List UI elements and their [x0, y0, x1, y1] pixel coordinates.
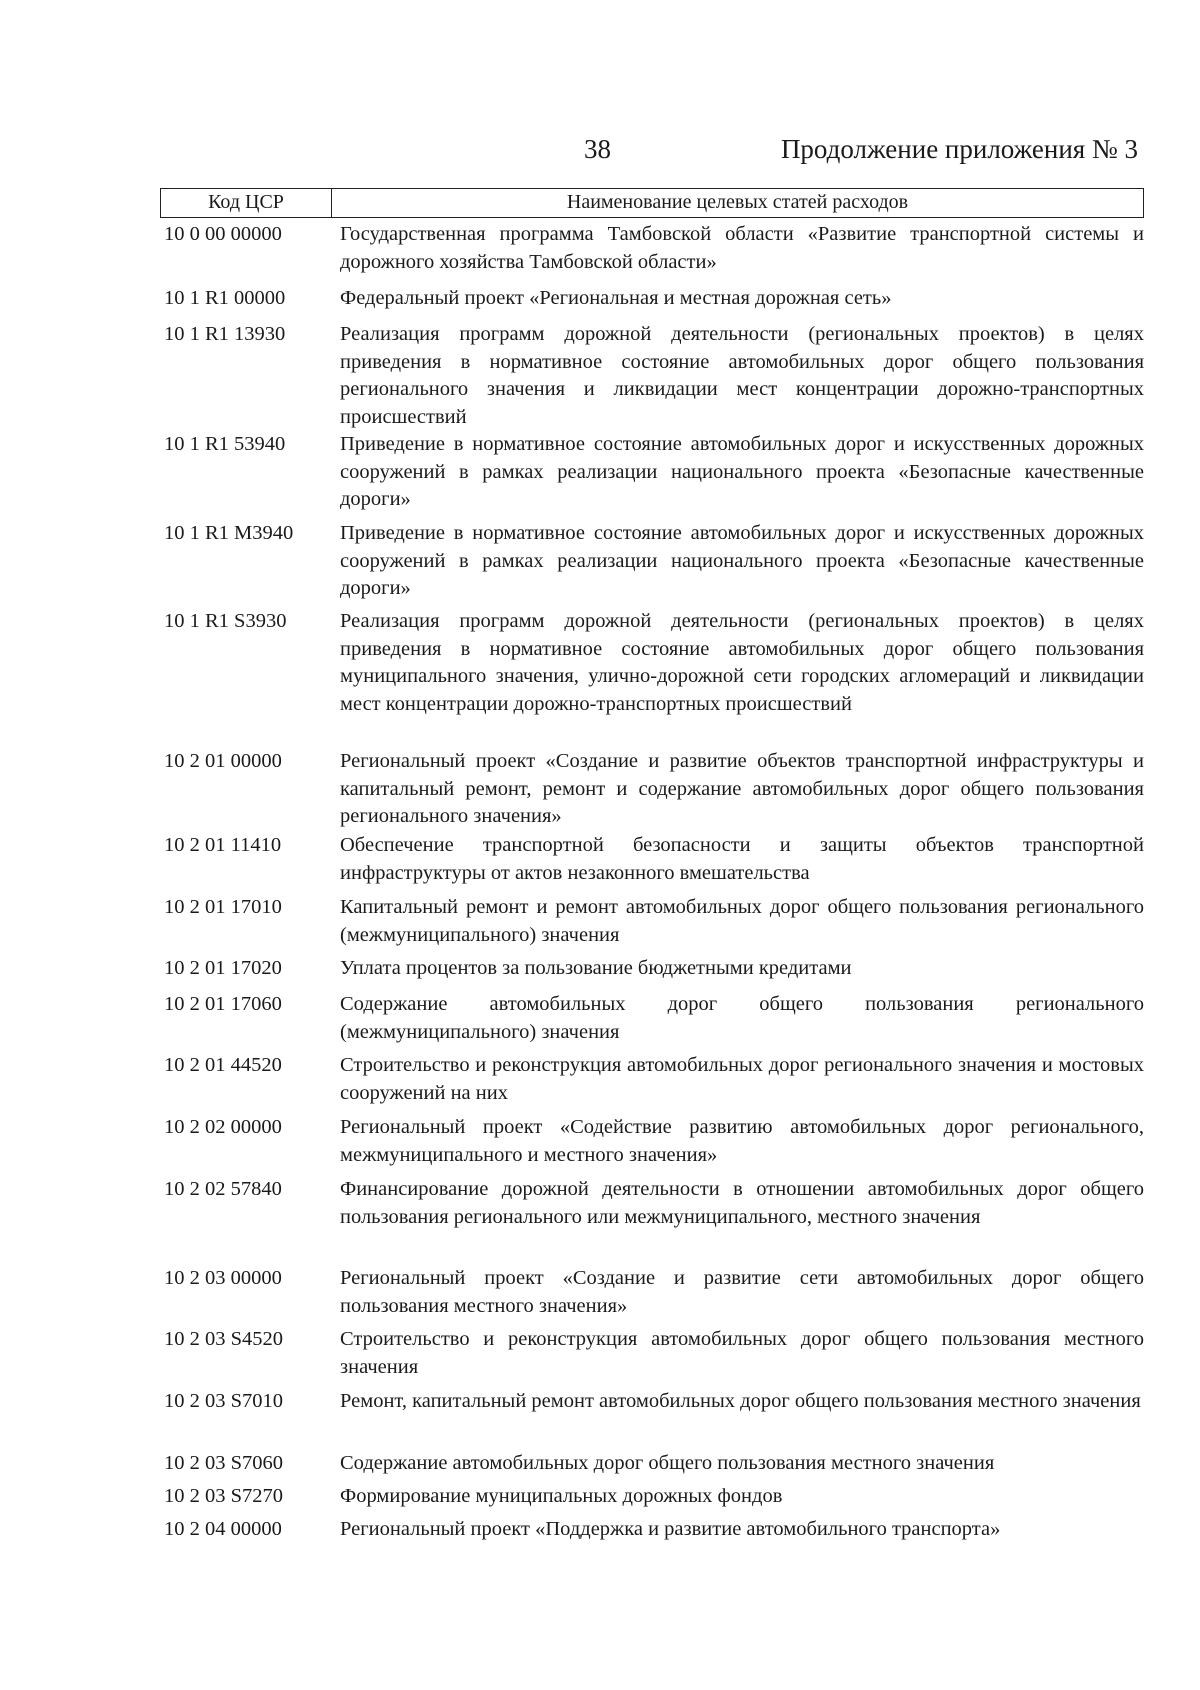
- row-code: 10 1 R1 13930: [164, 323, 286, 345]
- row-code: 10 2 01 00000: [164, 750, 282, 772]
- row-name: Уплата процентов за пользование бюджетными кредитами: [340, 957, 852, 979]
- row-name: Региональный проект «Создание и развитие сети автомобильных дорог общего пользования местного значения»: [340, 1267, 1144, 1317]
- table-row: [160, 431, 1144, 514]
- table-body: [160, 218, 1144, 1593]
- table-row: [160, 1052, 1144, 1107]
- row-code: 10 2 02 57840: [164, 1178, 282, 1200]
- row-code: 10 1 R1 53940: [164, 433, 286, 455]
- table-row: [160, 221, 1144, 276]
- table-row: [160, 1176, 1144, 1231]
- table-row: [160, 1388, 1144, 1416]
- row-name: Государственная программа Тамбовской области «Развитие транспортной системы и дорожного хозяйства Тамбовской области»: [340, 223, 1144, 273]
- column-header-name: Наименование целевых статей расходов: [566, 191, 909, 213]
- row-code: 10 2 01 17060: [164, 993, 282, 1015]
- table-row: [160, 894, 1144, 949]
- table-row: [160, 1265, 1144, 1320]
- table-row: [160, 1483, 1144, 1511]
- row-name: Формирование муниципальных дорожных фондов: [340, 1485, 783, 1507]
- row-name: Реализация программ дорожной деятельности (региональных проектов) в целях приведения в нормативное состояние автомобильных дорог общего пользования муниципального значения, улично-дорожной сети городских агломераций и ликвидации мест концентрации дорожно-транспортных происшествий: [340, 610, 1144, 715]
- row-name: Региональный проект «Содействие развитию автомобильных дорог регионального, межмуниципального и местного значения»: [340, 1116, 1144, 1166]
- table-row: [160, 991, 1144, 1046]
- table-row: [160, 1326, 1144, 1381]
- row-code: 10 2 02 00000: [164, 1116, 282, 1138]
- row-code: 10 2 01 11410: [164, 834, 282, 856]
- row-name: Федеральный проект «Региональная и местная дорожная сеть»: [340, 287, 892, 309]
- page-header: [0, 134, 1200, 174]
- row-code: 10 2 03 00000: [164, 1267, 282, 1289]
- table-row: [160, 748, 1144, 831]
- row-name: Ремонт, капитальный ремонт автомобильных дорог общего пользования местного значения: [340, 1390, 1141, 1412]
- table-row: [160, 520, 1144, 603]
- row-name: Содержание автомобильных дорог общего пользования местного значения: [340, 1452, 995, 1474]
- row-code: 10 0 00 00000: [164, 223, 282, 245]
- row-code: 10 2 04 00000: [164, 1518, 282, 1540]
- row-name: Региональный проект «Создание и развитие объектов транспортной инфраструктуры и капитальный ремонт, ремонт и содержание автомобильных дорог общего пользования регионального значения»: [340, 750, 1144, 827]
- table-header: [160, 188, 1144, 218]
- row-name: Финансирование дорожной деятельности в отношении автомобильных дорог общего пользования регионального или межмуниципального, местного значения: [340, 1178, 1144, 1228]
- table-row: [160, 832, 1144, 887]
- table-row: [160, 955, 1144, 983]
- page-number: 38: [584, 134, 611, 164]
- table-row: [160, 1516, 1144, 1544]
- row-code: 10 1 R1 00000: [164, 287, 286, 309]
- row-code: 10 2 01 17020: [164, 957, 282, 979]
- page-caption: Продолжение приложения № 3: [780, 134, 1138, 164]
- row-name: Реализация программ дорожной деятельности (региональных проектов) в целях приведения в нормативное состояние автомобильных дорог общего пользования регионального значения и ликвидации мест концентрации дорожно-транспортных происшествий: [340, 323, 1144, 428]
- expense-items-table: [160, 188, 1144, 1593]
- table-row: [160, 1114, 1144, 1169]
- row-code: 10 1 R1 M3940: [164, 522, 294, 544]
- row-name: Приведение в нормативное состояние автомобильных дорог и искусственных дорожных сооружений в рамках реализации национального проекта «Безопасные качественные дороги»: [340, 433, 1144, 510]
- row-name: Капитальный ремонт и ремонт автомобильных дорог общего пользования регионального (межмуниципального) значения: [340, 896, 1144, 946]
- table-row: [160, 321, 1144, 431]
- row-name: Региональный проект «Поддержка и развитие автомобильного транспорта»: [340, 1518, 1001, 1540]
- row-name: Строительство и реконструкция автомобильных дорог регионального значения и мостовых сооружений на них: [340, 1054, 1144, 1104]
- table-row: [160, 285, 1144, 313]
- row-code: 10 1 R1 S3930: [164, 610, 287, 632]
- row-code: 10 2 03 S7060: [164, 1452, 284, 1474]
- row-code: 10 2 03 S7010: [164, 1390, 284, 1412]
- row-code: 10 2 03 S4520: [164, 1328, 284, 1350]
- table-row: [160, 1450, 1144, 1478]
- row-code: 10 2 01 44520: [164, 1054, 282, 1076]
- row-name: Приведение в нормативное состояние автомобильных дорог и искусственных дорожных сооружений в рамках реализации национального проекта «Безопасные качественные дороги»: [340, 522, 1144, 599]
- row-name: Обеспечение транспортной безопасности и защиты объектов транспортной инфраструктуры от актов незаконного вмешательства: [340, 834, 1144, 884]
- column-header-code: Код ЦСР: [161, 189, 332, 217]
- row-name: Строительство и реконструкция автомобильных дорог общего пользования местного значения: [340, 1328, 1144, 1378]
- row-code: 10 2 01 17010: [164, 896, 282, 918]
- table-row: [160, 608, 1144, 718]
- row-code: 10 2 03 S7270: [164, 1485, 284, 1507]
- row-name: Содержание автомобильных дорог общего пользования регионального (межмуниципального) значения: [340, 993, 1144, 1043]
